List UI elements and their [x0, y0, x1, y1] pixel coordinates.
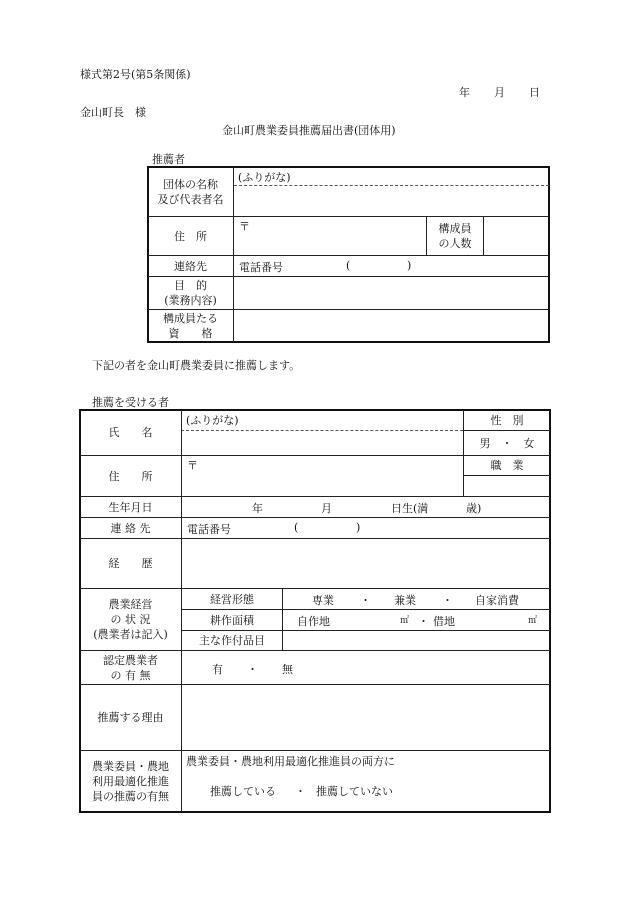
- date-month-label: 月: [494, 86, 505, 99]
- recommender-phone-paren-open: (: [346, 259, 351, 272]
- leased-land-label: 借地: [433, 615, 455, 628]
- birth-month-label: 月: [321, 502, 332, 515]
- mgmt-option-part-time[interactable]: 兼業: [394, 594, 416, 607]
- nominee-contact-label: 連 絡 先: [110, 521, 151, 535]
- certified-separator-dot: ・: [247, 663, 258, 676]
- recommendation-reason-label: 推薦する理由: [97, 711, 164, 724]
- recommendation-reason-field[interactable]: [183, 687, 548, 748]
- occupation-label: 職 業: [490, 459, 524, 472]
- recommender-contact-label: 連絡先: [174, 259, 207, 273]
- purpose-label: 目 的 (業務内容): [164, 279, 217, 307]
- birth-age-close-label: 歳): [466, 502, 482, 515]
- purpose-field[interactable]: [236, 279, 546, 307]
- area-separator-dot: ・: [418, 615, 429, 628]
- main-crops-label: 主な作付品目: [199, 634, 265, 647]
- dual-recommended-option[interactable]: 推薦している: [210, 785, 276, 798]
- nominee-phone-paren-close: ): [356, 521, 361, 534]
- date-day-label: 日: [529, 86, 540, 99]
- certified-farmer-label: 認定農業者 の 有 無: [103, 653, 158, 682]
- nominee-phone-label: 電話番号: [187, 523, 231, 536]
- recommender-phone-paren-close: ): [407, 259, 412, 272]
- dual-separator-dot: ・: [295, 785, 306, 798]
- addressee: 金山町長 様: [80, 106, 146, 119]
- document-title: 金山町農業委員推薦届出書(団体用): [222, 124, 396, 137]
- form-number: 様式第2号(第5条関係): [80, 68, 191, 81]
- org-name-field[interactable]: [235, 188, 547, 214]
- farm-status-label: 農業経営 の 状 況 (農業者は記入): [93, 598, 168, 641]
- nominee-address-field[interactable]: [183, 470, 461, 494]
- management-form-label: 経営形態: [210, 592, 254, 606]
- nominee-name-field[interactable]: [183, 432, 461, 454]
- dual-recommendation-label: 農業委員・農地 利用最適化推進 員の推薦の有無: [92, 760, 169, 803]
- birthdate-label: 生年月日: [108, 500, 153, 514]
- org-name-label: 団体の名称 及び代表者名: [157, 177, 224, 206]
- occupation-field[interactable]: [466, 477, 548, 495]
- qualification-label: 構成員たる 資 格: [163, 312, 218, 340]
- qualification-field[interactable]: [236, 312, 546, 340]
- mgmt-option-dot-2: ・: [442, 594, 453, 607]
- career-field[interactable]: [183, 541, 548, 586]
- leased-land-sqm-unit: ㎡: [528, 616, 538, 626]
- birth-year-label: 年: [252, 502, 263, 515]
- own-land-sqm-unit: ㎡: [400, 616, 410, 626]
- gender-label: 性 別: [490, 413, 524, 427]
- gender-options[interactable]: 男 ・ 女: [479, 436, 535, 450]
- mgmt-option-dot-1: ・: [360, 594, 371, 607]
- nominee-furigana-label: (ふりがな): [186, 414, 239, 427]
- recommender-section-label: 推薦者: [152, 153, 185, 166]
- org-furigana-label: (ふりがな): [238, 171, 291, 184]
- dual-recommendation-text: 農業委員・農地利用最適化推進員の両方に: [186, 755, 395, 768]
- recommender-address-label: 住 所: [174, 229, 207, 243]
- nominee-phone-paren-open: (: [294, 521, 299, 534]
- certified-yes-option[interactable]: 有: [212, 663, 223, 676]
- nominee-address-label: 住 所: [108, 469, 153, 483]
- birth-day-age-label: 日生(満: [391, 502, 429, 515]
- mgmt-option-full-time[interactable]: 専業: [312, 594, 334, 607]
- recommender-postal-mark: 〒: [239, 220, 250, 233]
- recommender-address-field[interactable]: [236, 230, 424, 254]
- member-count-label: 構成員 の人数: [438, 222, 472, 250]
- nominee-name-label: 氏 名: [108, 426, 153, 439]
- recommendation-statement: 下記の者を金山町農業委員に推薦します。: [92, 359, 301, 372]
- certified-no-option[interactable]: 無: [282, 663, 293, 676]
- nominee-postal-mark: 〒: [187, 459, 198, 472]
- date-year-label: 年: [459, 86, 470, 99]
- nominee-section-label: 推薦を受ける者: [92, 396, 169, 409]
- own-land-label: 自作地: [297, 615, 330, 628]
- dual-not-recommended-option[interactable]: 推薦していない: [316, 785, 393, 798]
- main-crops-field[interactable]: [284, 632, 548, 649]
- member-count-field[interactable]: [485, 219, 547, 253]
- cultivated-area-label: 耕作面積: [210, 613, 254, 627]
- recommender-phone-label: 電話番号: [239, 261, 283, 274]
- career-label: 経 歴: [108, 557, 153, 570]
- mgmt-option-self-use[interactable]: 自家消費: [475, 594, 519, 607]
